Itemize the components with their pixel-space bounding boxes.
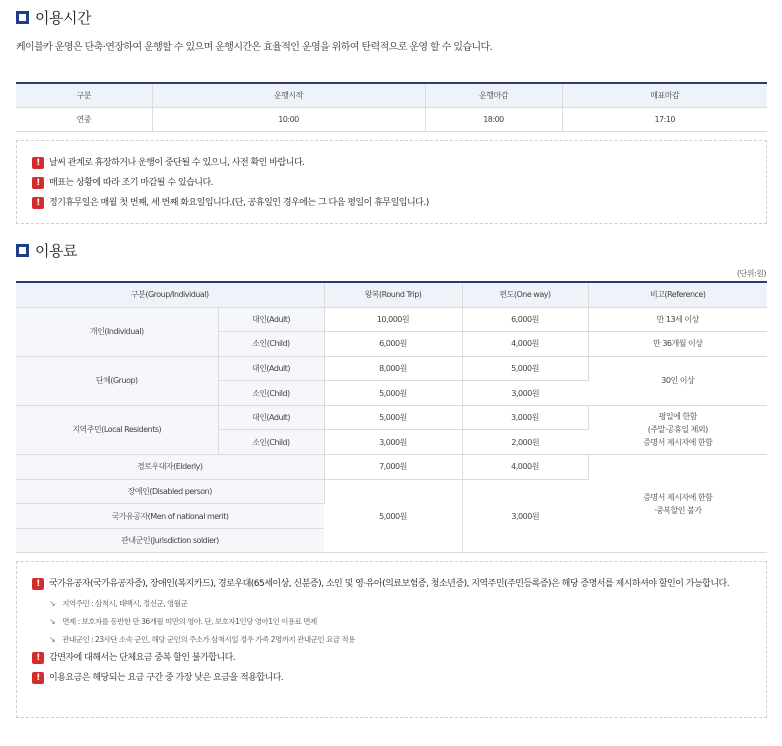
hours-intro: 케이블카 운영은 단축·연장하여 운행할 수 있으며 운행시간은 효율적인 운영을 위하여 탄력적으로 운영 할 수 있습니다. [16,42,493,53]
fees-table [16,281,767,553]
table-cell: 7,000원 [324,455,462,480]
sub-notice-item [32,632,751,648]
table-cell: 3,000원 [462,405,588,430]
sub-notice-item [32,596,751,612]
table-cell: 5,000원 [324,381,462,406]
notice-item [32,195,751,211]
notice-text: 국가유공자(국가유공자증), 장애인(복지카드), 경로우대(65세이상, 신분증), 소인 및 영·유아(의료보험증, 청소년증), 지역주민(주민등록증)은 해당 증명서를 제시하셔야 할인이 가능합니다. [49,579,730,589]
table-row [16,455,767,480]
row-sub-label: 대인(Adult) [218,307,324,332]
hours-section-title [16,7,91,28]
warning-icon: ! [32,197,44,209]
table-cell: 연중 [16,107,152,131]
hours-title: 이용시간 [35,9,91,27]
table-cell: 5,000원 [324,479,462,553]
sub-notice-text: 지역주민 : 삼척시, 태백시, 정선군, 영월군 [62,599,188,608]
notice-item [32,670,751,686]
note-line: ·중복할인 불가 [654,505,702,515]
table-header: 편도(One way) [462,282,588,307]
table-cell-note [588,455,767,553]
table-header: 구분(Group/Individual) [16,282,324,307]
table-cell: 30인 이상 [588,356,767,405]
notice-text: 감면자에 대해서는 단체요금 중복 할인 불가합니다. [49,653,236,663]
note-line: 증명서 제시자에 한함 [643,438,713,448]
notice-text: 이용요금은 해당되는 요금 구간 중 가장 낮은 요금을 적용합니다. [49,673,284,683]
row-group-label: 장애인(Disabled person) [16,479,324,504]
warning-icon: ! [32,652,44,664]
row-group-label: 지역주민(Local Residents) [16,405,218,454]
unit-label: (단위:원) [736,269,766,278]
warning-icon: ! [32,672,44,684]
notice-item [32,576,751,592]
table-cell: 3,000원 [462,381,588,406]
table-cell: 4,000원 [462,332,588,357]
notice-item [32,175,751,191]
table-row [16,405,767,430]
row-sub-label: 소인(Child) [218,332,324,357]
warning-icon: ! [32,578,44,590]
table-cell: 6,000원 [324,332,462,357]
notice-text: 매표는 상황에 따라 조기 마감될 수 있습니다. [49,178,214,188]
table-cell: 5,000원 [462,356,588,381]
table-cell: 10:00 [152,107,425,131]
table-header: 운행마감 [425,83,562,107]
table-header: 왕복(Round Trip) [324,282,462,307]
table-cell: 4,000원 [462,455,588,480]
arrow-icon: ↘ [49,599,56,608]
fees-notice-box [16,561,767,718]
table-cell: 6,000원 [462,307,588,332]
section-square-icon [16,11,29,24]
table-cell: 18:00 [425,107,562,131]
notice-text: 정기휴무일은 매월 첫 번째, 세 번째 화요일입니다.(단, 공휴일인 경우에는 그 다음 평일이 휴무일입니다.) [49,198,429,208]
notice-text: 날씨 관계로 휴장하거나 운행이 중단될 수 있으니, 사전 확인 바랍니다. [49,158,305,168]
sub-notice-item [32,614,751,630]
table-header: 운행시작 [152,83,425,107]
row-group-label: 관내군인(Jurisdiction soldier) [16,528,324,553]
section-square-icon [16,244,29,257]
table-header: 비고(Reference) [588,282,767,307]
table-header: 구분 [16,83,152,107]
table-cell: 5,000원 [324,405,462,430]
fees-section-title [16,240,77,261]
warning-icon: ! [32,177,44,189]
notice-item [32,650,751,666]
table-header-row [16,83,767,107]
hours-table [16,82,767,132]
table-header: 매표마감 [562,83,767,107]
table-row [16,107,767,131]
note-line: 증명서 제시자에 한함 [643,492,713,502]
table-header-row [16,282,767,307]
hours-notice-box [16,140,767,224]
row-sub-label: 대인(Adult) [218,356,324,381]
table-cell: 17:10 [562,107,767,131]
table-cell: 8,000원 [324,356,462,381]
row-sub-label: 소인(Child) [218,430,324,455]
row-sub-label: 소인(Child) [218,381,324,406]
table-cell: 만 36개월 이상 [588,332,767,357]
row-group-label: 경로우대자(Elderly) [16,455,324,480]
arrow-icon: ↘ [49,617,56,626]
note-line: 평일에 한함 [658,412,697,422]
row-group-label: 단체(Gruop) [16,356,218,405]
table-cell: 10,000원 [324,307,462,332]
table-cell: 만 13세 이상 [588,307,767,332]
table-row [16,307,767,332]
table-cell: 2,000원 [462,430,588,455]
note-line: (주말·공휴일 제외) [647,425,708,435]
sub-notice-text: 관내군인 : 23사단 소속 군인, 해당 군인의 주소가 삼척시일 경우 가족 2명까지 관내군인 요금 적용 [62,635,355,644]
notice-item [32,155,751,171]
table-cell: 3,000원 [462,479,588,553]
table-cell: 3,000원 [324,430,462,455]
row-group-label: 개인(Individual) [16,307,218,356]
table-row [16,356,767,381]
row-sub-label: 대인(Adult) [218,405,324,430]
arrow-icon: ↘ [49,635,56,644]
warning-icon: ! [32,157,44,169]
row-group-label: 국가유공자(Men of national merit) [16,504,324,529]
table-cell-note [588,405,767,454]
sub-notice-text: 면제 : 보호자를 동반한 만 36개월 미만의 영아. 단, 보호자1인당 영아1인 이용료 면제 [62,617,317,626]
fees-title: 이용료 [35,242,77,260]
